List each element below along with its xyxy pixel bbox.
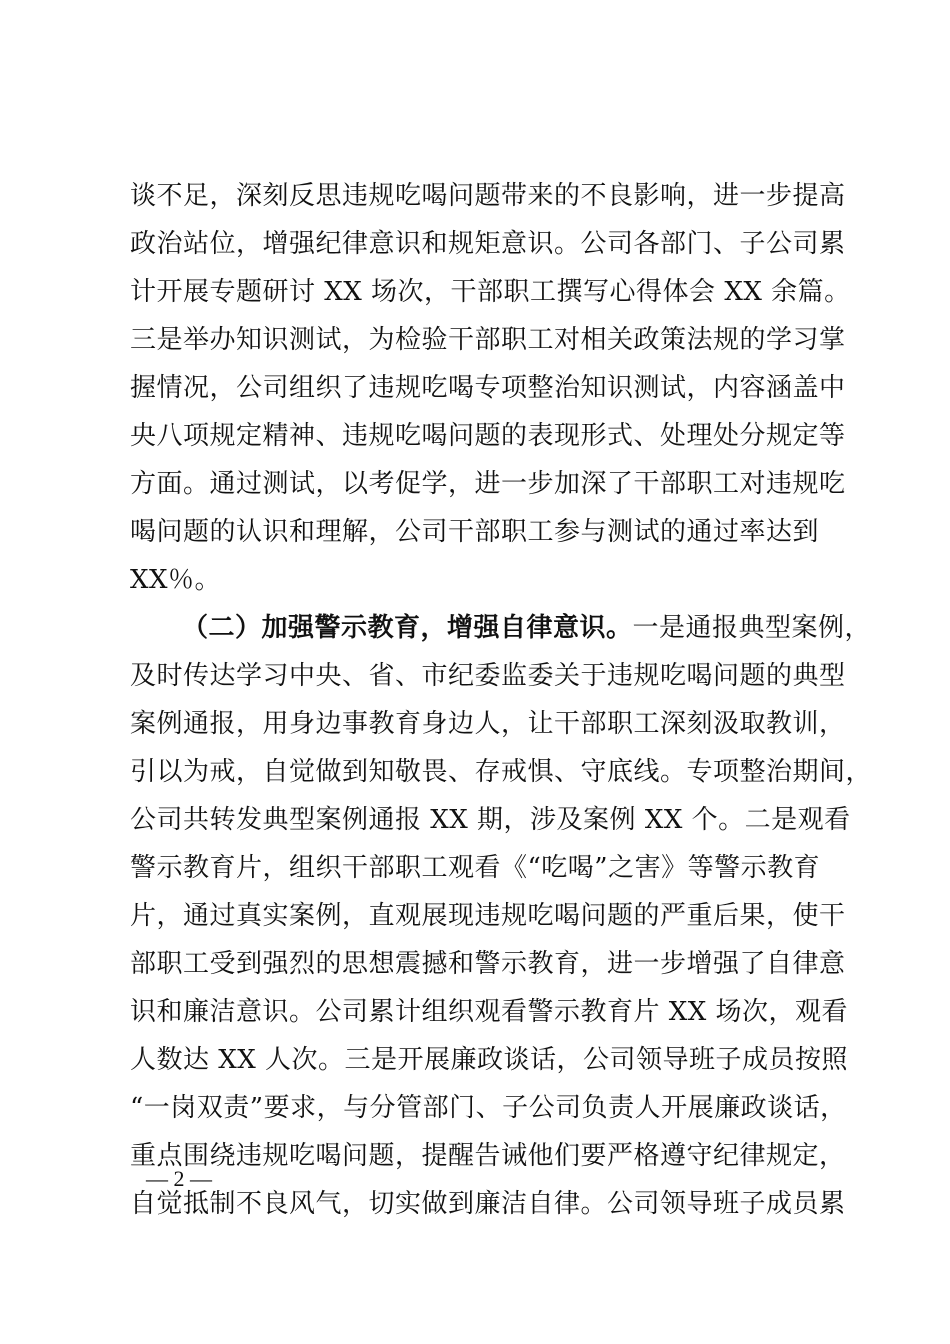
text-line: “一岗双责”要求，与分管部门、子公司负责人开展廉政谈话， xyxy=(130,1093,847,1123)
text-line: 握情况，公司组织了违规吃喝专项整治知识测试，内容涵盖中 xyxy=(130,373,846,403)
section-heading-line xyxy=(182,608,872,648)
text-line: 方面。通过测试，以考促学，进一步加深了干部职工对违规吃 xyxy=(130,469,846,499)
text-line: 片，通过真实案例，直观展现违规吃喝问题的严重后果，使干 xyxy=(130,901,846,931)
text-line: 计开展专题研讨 XX 场次，干部职工撰写心得体会 XX 余篇。 xyxy=(130,277,851,307)
text-line: 喝问题的认识和理解，公司干部职工参与测试的通过率达到 xyxy=(130,517,820,547)
text-line: 政治站位，增强纪律意识和规矩意识。公司各部门、子公司累 xyxy=(130,229,846,259)
text-line: 自觉抵制不良风气，切实做到廉洁自律。公司领导班子成员累 xyxy=(130,1189,846,1219)
text-line: 央八项规定精神、违规吃喝问题的表现形式、处理处分规定等 xyxy=(130,421,846,451)
text-line: 警示教育片，组织干部职工观看《“吃喝”之害》等警示教育 xyxy=(130,853,821,883)
text-line: 公司共转发典型案例通报 XX 期，涉及案例 XX 个。二是观看 xyxy=(130,805,851,835)
text-line: 三是举办知识测试，为检验干部职工对相关政策法规的学习掌 xyxy=(130,325,846,355)
text-line: 案例通报，用身边事教育身边人，让干部职工深刻汲取教训， xyxy=(130,709,846,739)
section-heading: （二）加强警示教育，增强自律意识。 xyxy=(182,613,633,643)
section-heading-rest: 一是通报典型案例， xyxy=(632,613,872,643)
text-line: 部职工受到强烈的思想震撼和警示教育，进一步增强了自律意 xyxy=(130,949,846,979)
text-line: 及时传达学习中央、省、市纪委监委关于违规吃喝问题的典型 xyxy=(130,661,846,691)
text-line: 人数达 XX 人次。三是开展廉政谈话，公司领导班子成员按照 xyxy=(130,1045,849,1075)
page-number: — 2 — xyxy=(146,1166,212,1191)
text-line: XX％。 xyxy=(130,565,222,595)
text-line: 引以为戒，自觉做到知敬畏、存戒惧、守底线。专项整治期间， xyxy=(130,757,873,787)
text-line: 重点围绕违规吃喝问题，提醒告诫他们要严格遵守纪律规定， xyxy=(130,1141,846,1171)
text-line: 谈不足，深刻反思违规吃喝问题带来的不良影响，进一步提高 xyxy=(130,181,846,211)
text-line: 识和廉洁意识。公司累计组织观看警示教育片 XX 场次，观看 xyxy=(130,997,849,1027)
